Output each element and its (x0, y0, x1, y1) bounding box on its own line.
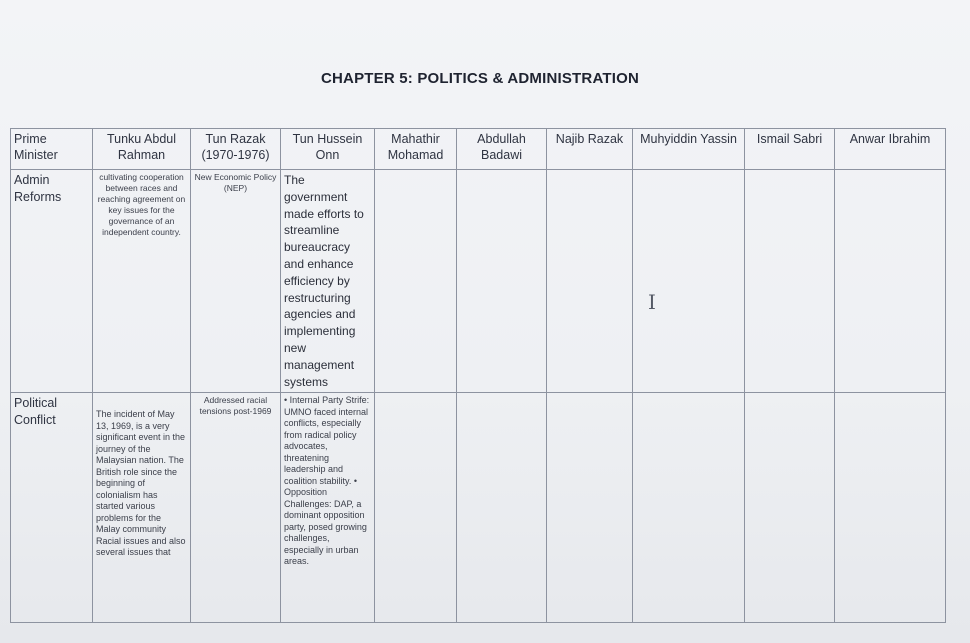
header-prime-minister: Prime Minister (11, 129, 93, 170)
cell-political-abdullah[interactable] (457, 393, 547, 623)
cell-admin-najib[interactable] (547, 170, 633, 393)
cell-political-muhyiddin[interactable] (633, 393, 745, 623)
text-cursor-icon: I (648, 290, 656, 314)
cell-political-mahathir[interactable] (375, 393, 457, 623)
header-abdullah: Abdullah Badawi (457, 129, 547, 170)
row-label-admin: Admin Reforms (11, 170, 93, 393)
cell-political-tunku[interactable] (93, 393, 191, 623)
cell-admin-anwar[interactable] (835, 170, 946, 393)
header-anwar: Anwar Ibrahim (835, 129, 946, 170)
cell-political-anwar[interactable] (835, 393, 946, 623)
header-mahathir: Mahathir Mohamad (375, 129, 457, 170)
header-ismail: Ismail Sabri (745, 129, 835, 170)
cell-admin-hussein[interactable] (281, 170, 375, 393)
pm-comparison-table (10, 128, 946, 623)
note-admin-tunku: cultivating cooperation between races and reaching agreement on key issues for the governance of an independent country. (97, 172, 186, 237)
header-tunku: Tunku Abdul Rahman (93, 129, 191, 170)
note-admin-razak: New Economic Policy (NEP) (194, 172, 277, 193)
row-label-political: Political Conflict (11, 393, 93, 623)
cell-admin-mahathir[interactable] (375, 170, 457, 393)
header-hussein: Tun Hussein Onn (281, 129, 375, 170)
note-admin-hussein: The government made efforts to streamline bureaucracy and enhance efficiency by restructuring agencies and implementing new management systems (284, 173, 364, 389)
header-muhyiddin: Muhyiddin Yassin (633, 129, 745, 170)
cell-admin-abdullah[interactable] (457, 170, 547, 393)
note-political-hussein: • Internal Party Strife: UMNO faced internal conflicts, especially from radical policy advocates, threatening leadership and coalition stability. • Opposition Challenges: DAP, a dominant opposition party, posed growing challenges, especially in urban areas. (284, 395, 370, 567)
admin-reforms-row (11, 170, 946, 393)
header-razak: Tun Razak (1970-1976) (191, 129, 281, 170)
cell-political-najib[interactable] (547, 393, 633, 623)
cell-admin-razak[interactable] (191, 170, 281, 393)
cell-admin-muhyiddin[interactable] (633, 170, 745, 393)
header-row (11, 129, 946, 170)
cell-admin-ismail[interactable] (745, 170, 835, 393)
cell-admin-tunku[interactable] (93, 170, 191, 393)
page-title: CHAPTER 5: POLITICS & ADMINISTRATION (320, 70, 640, 87)
header-najib: Najib Razak (547, 129, 633, 170)
note-political-razak: Addressed racial tensions post-1969 (199, 395, 272, 417)
note-political-tunku: The incident of May 13, 1969, is a very significant event in the journey of the Malaysian nation. The British role since the beginning of colonialism has started various problems for the Malay community Racial issues and also several issues that (96, 409, 186, 558)
cell-political-razak[interactable] (191, 393, 281, 623)
political-conflict-row (11, 393, 946, 623)
cell-political-ismail[interactable] (745, 393, 835, 623)
cell-political-hussein[interactable] (281, 393, 375, 623)
